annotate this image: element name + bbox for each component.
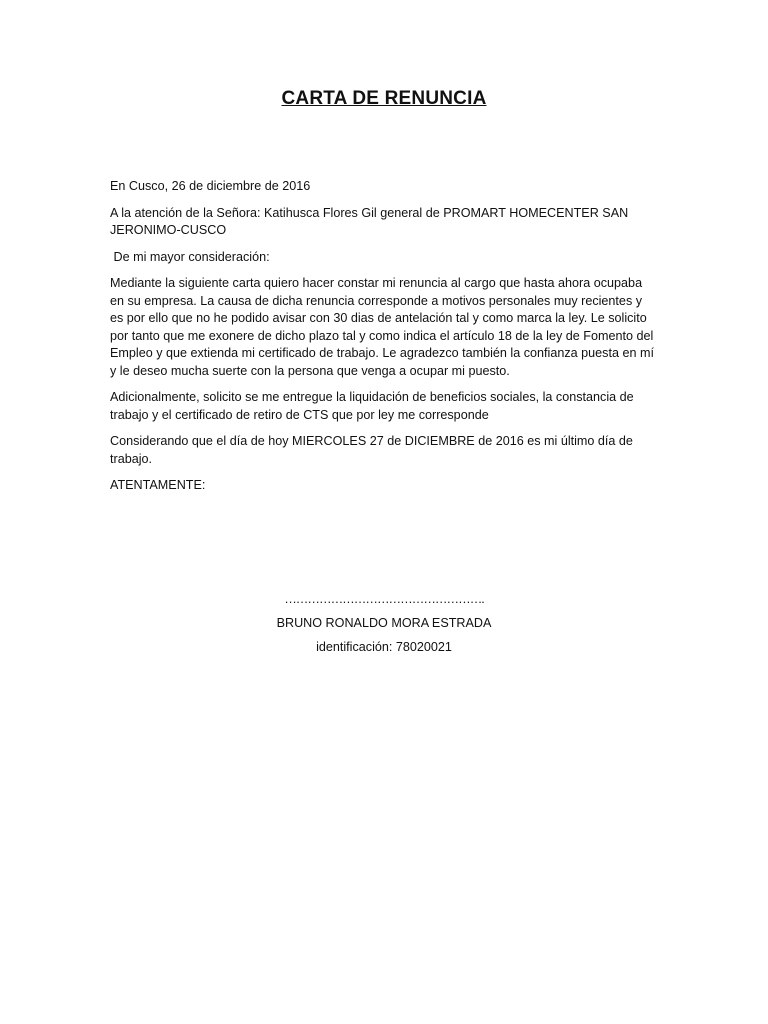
paragraph-resignation: Mediante la siguiente carta quiero hacer constar mi renuncia al cargo que hasta ahora ocupaba en su empresa. La causa de dicha renuncia corresponde a motivos personales muy recientes y es por ello que no he podido avisar con 30 dias de antelación tal y como marca la ley. Le solicito por tanto que me exonere de dicho plazo tal y como indica el artículo 18 de la ley de Fomento del Empleo y que extienda mi certificado de trabajo. Le agradezco también la confianza puesta en mí y le deseo mucha suerte con la persona que venga a ocupar mi puesto. <box>110 276 654 378</box>
letter-body <box>110 178 658 504</box>
page-title: CARTA DE RENUNCIA <box>281 88 487 109</box>
paragraph-last-day: Considerando que el día de hoy MIERCOLES 27 de DICIEMBRE de 2016 es mi último día de trabajo. <box>110 434 633 466</box>
paragraph-benefits: Adicionalmente, solicito se me entregue la liquidación de beneficios sociales, la constancia de trabajo y el certificado de retiro de CTS que por ley me corresponde <box>110 390 634 422</box>
signer-identification: identificación: 78020021 <box>316 640 452 654</box>
addressee: A la atención de la Señora: Katihusca Flores Gil general de PROMART HOMECENTER SAN JERONIMO-CUSCO <box>110 205 629 237</box>
signature-line: ……………………………………………. <box>284 592 484 606</box>
closing: ATENTAMENTE: <box>110 478 206 492</box>
salutation: De mi mayor consideración: <box>110 249 270 264</box>
signer-name: BRUNO RONALDO MORA ESTRADA <box>276 616 492 630</box>
signature-block <box>0 592 768 664</box>
date-line: En Cusco, 26 de diciembre de 2016 <box>110 179 311 193</box>
